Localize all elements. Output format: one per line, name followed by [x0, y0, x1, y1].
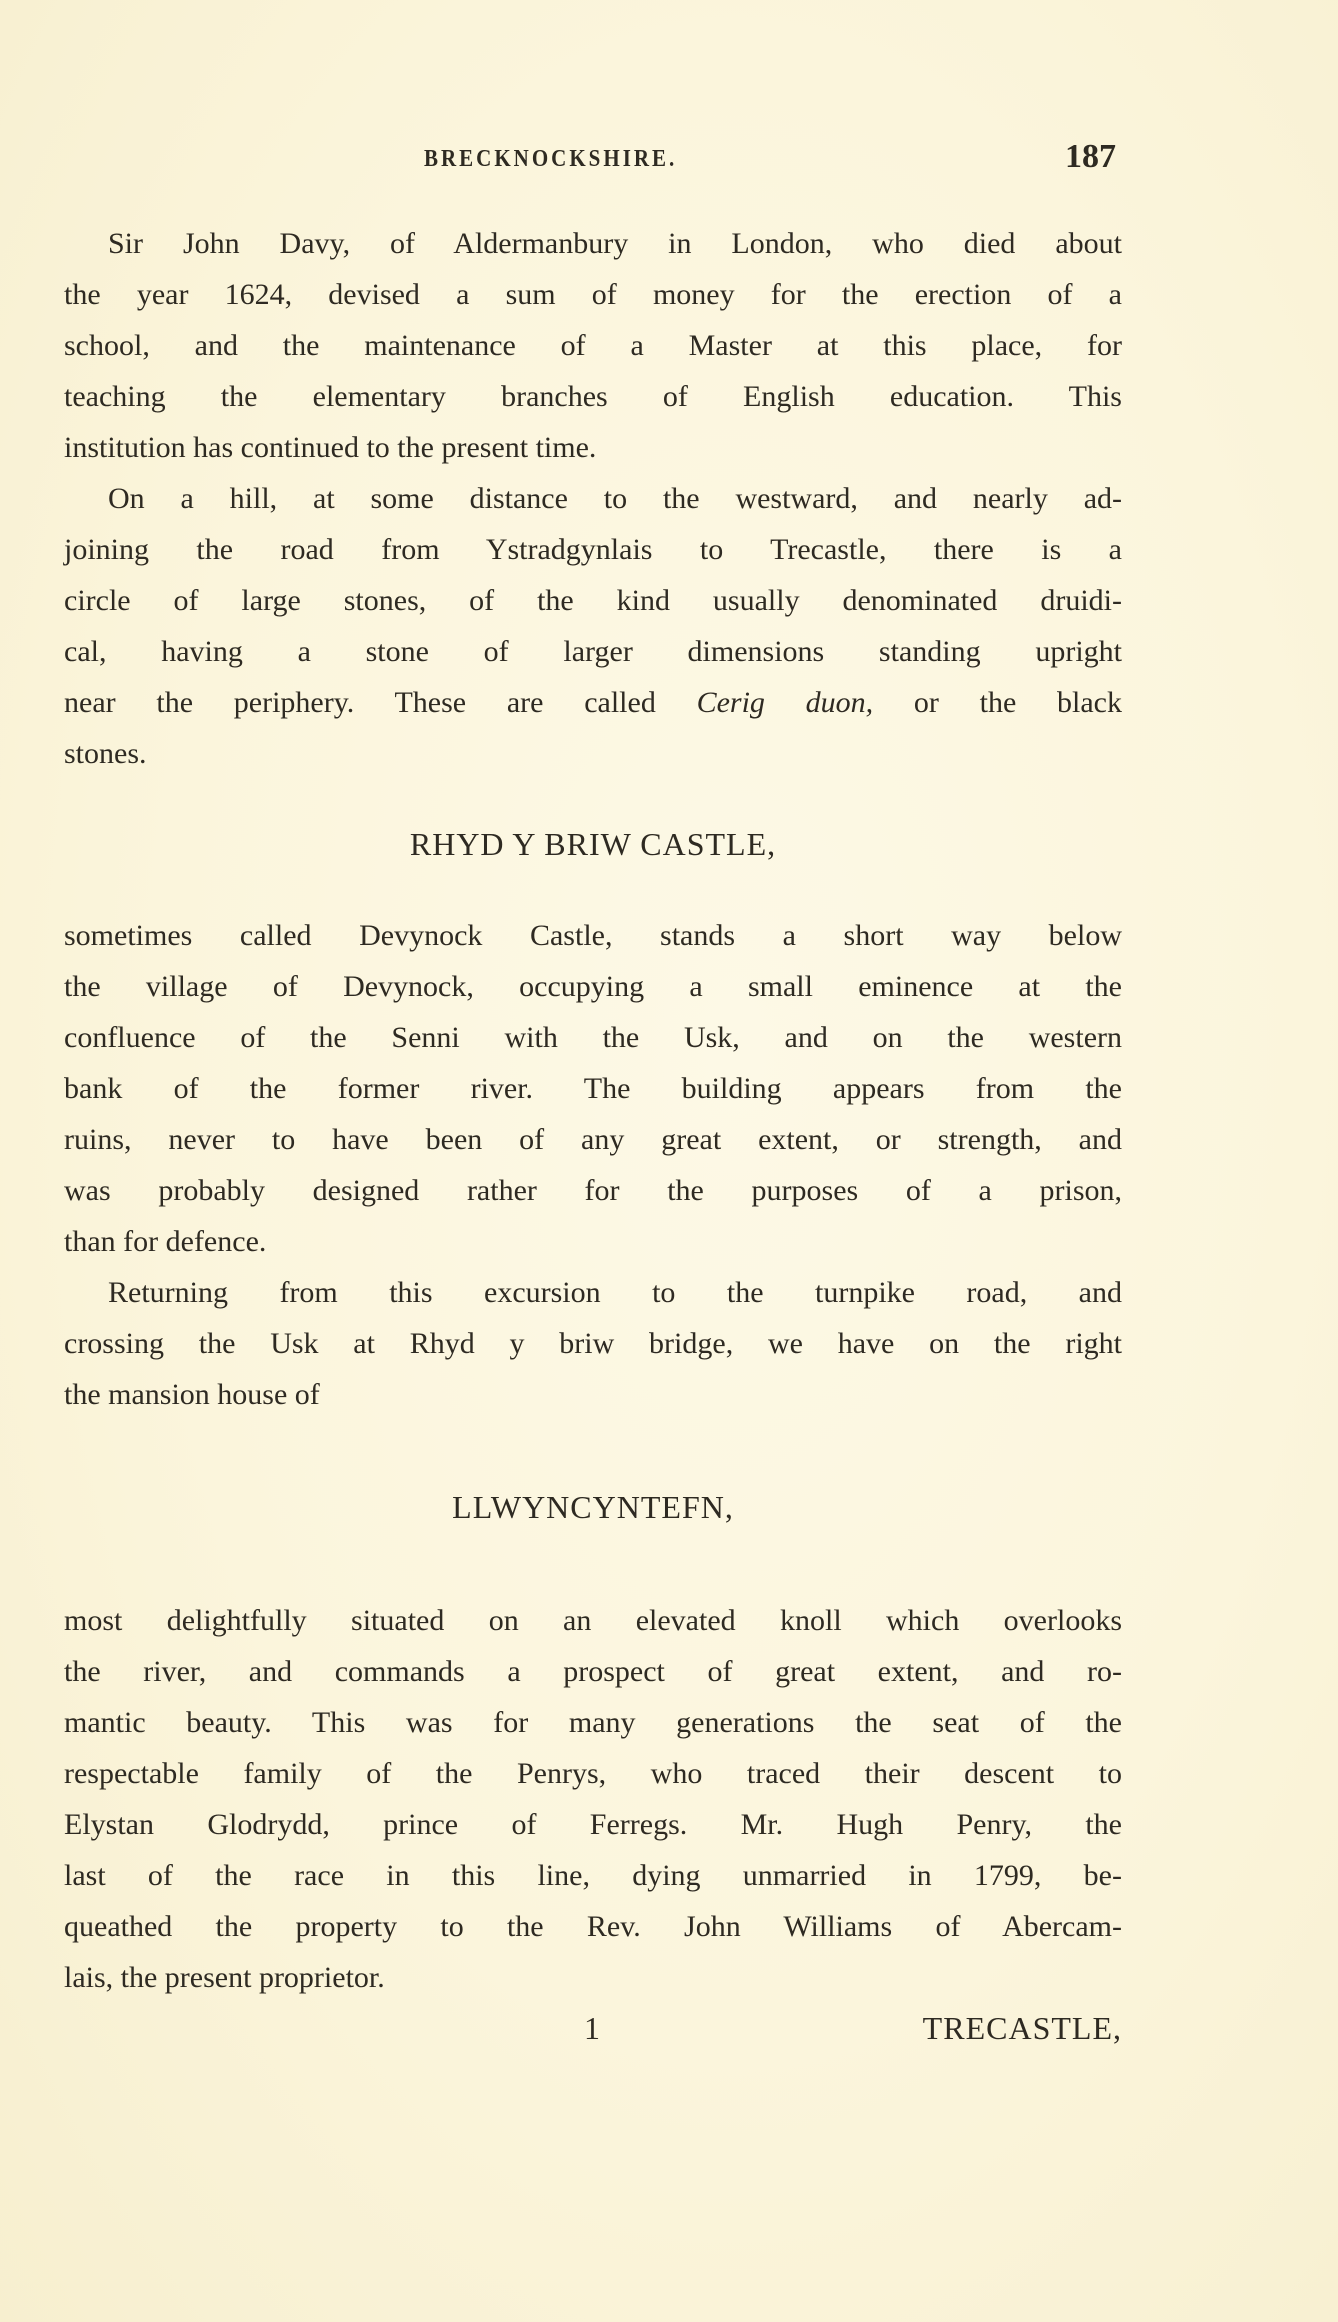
running-head	[64, 138, 1122, 182]
text-line: bank of the former river. The building appears from the	[64, 1072, 1122, 1105]
paragraph-returning	[64, 1267, 1122, 1420]
section-heading-llwyncyntefn: LLWYNCYNTEFN,	[452, 1489, 734, 1525]
text-line: than for defence.	[64, 1225, 267, 1258]
body-text	[64, 218, 1122, 2054]
spacer	[64, 870, 1122, 910]
italic-place-name: Cerig duon,	[696, 686, 874, 719]
catchword: TRECASTLE,	[922, 2010, 1122, 2046]
text-line: Elystan Glodrydd, prince of Ferregs. Mr. Hugh Penry, the	[64, 1808, 1122, 1841]
text-line: respectable family of the Penrys, who traced their descent to	[64, 1757, 1122, 1790]
text-line: On a hill, at some distance to the westward, and nearly ad-	[108, 482, 1122, 515]
text-line: last of the race in this line, dying unmarried in 1799, be-	[64, 1859, 1122, 1892]
text-line: sometimes called Devynock Castle, stands a short way below	[64, 919, 1122, 952]
text-line: the river, and commands a prospect of great extent, and ro-	[64, 1655, 1122, 1688]
text-line	[64, 677, 1122, 728]
text-line: circle of large stones, of the kind usually denominated druidi-	[64, 584, 1122, 617]
paragraph-john-davy	[64, 218, 1122, 473]
page-footer	[64, 2003, 1122, 2054]
text-line: teaching the elementary branches of English education. This	[64, 380, 1122, 413]
text-run: or the black	[873, 686, 1122, 719]
running-title: BRECKNOCKSHIRE.	[424, 144, 678, 172]
text-line: most delightfully situated on an elevated knoll which overlooks	[64, 1604, 1122, 1637]
text-line: the mansion house of	[64, 1378, 320, 1411]
spacer	[64, 1533, 1122, 1595]
paragraph-stone-circle	[64, 473, 1122, 779]
text-line: institution has continued to the present time.	[64, 431, 597, 464]
text-line: lais, the present proprietor.	[64, 1961, 385, 1994]
text-line: Returning from this excursion to the turnpike road, and	[108, 1276, 1122, 1309]
text-line: stones.	[64, 737, 147, 770]
text-line: ruins, never to have been of any great extent, or strength, and	[64, 1123, 1122, 1156]
text-line: the year 1624, devised a sum of money for the erection of a	[64, 278, 1122, 311]
text-line: queathed the property to the Rev. John Williams of Abercam-	[64, 1910, 1122, 1943]
text-line: confluence of the Senni with the Usk, and on the western	[64, 1021, 1122, 1054]
text-line: Sir John Davy, of Aldermanbury in London, who died about	[108, 227, 1122, 260]
text-line: joining the road from Ystradgynlais to Trecastle, there is a	[64, 533, 1122, 566]
page-number: 187	[1065, 138, 1116, 175]
text-line: school, and the maintenance of a Master at this place, for	[64, 329, 1122, 362]
text-line: crossing the Usk at Rhyd y briw bridge, we have on the right	[64, 1327, 1122, 1360]
paragraph-devynock-castle	[64, 910, 1122, 1267]
text-run: near the periphery. These are called	[64, 686, 697, 719]
paragraph-llwyncyntefn	[64, 1595, 1122, 2003]
text-line: the village of Devynock, occupying a small eminence at the	[64, 970, 1122, 1003]
text-line: mantic beauty. This was for many generations the seat of the	[64, 1706, 1122, 1739]
spacer	[64, 779, 1122, 819]
text-line: was probably designed rather for the purposes of a prison,	[64, 1174, 1122, 1207]
signature-mark: 1	[584, 2010, 600, 2046]
spacer	[64, 1420, 1122, 1482]
section-heading-rhyd-y-briw-castle: RHYD Y BRIW CASTLE,	[409, 826, 777, 862]
text-line: cal, having a stone of larger dimensions standing upright	[64, 635, 1122, 668]
